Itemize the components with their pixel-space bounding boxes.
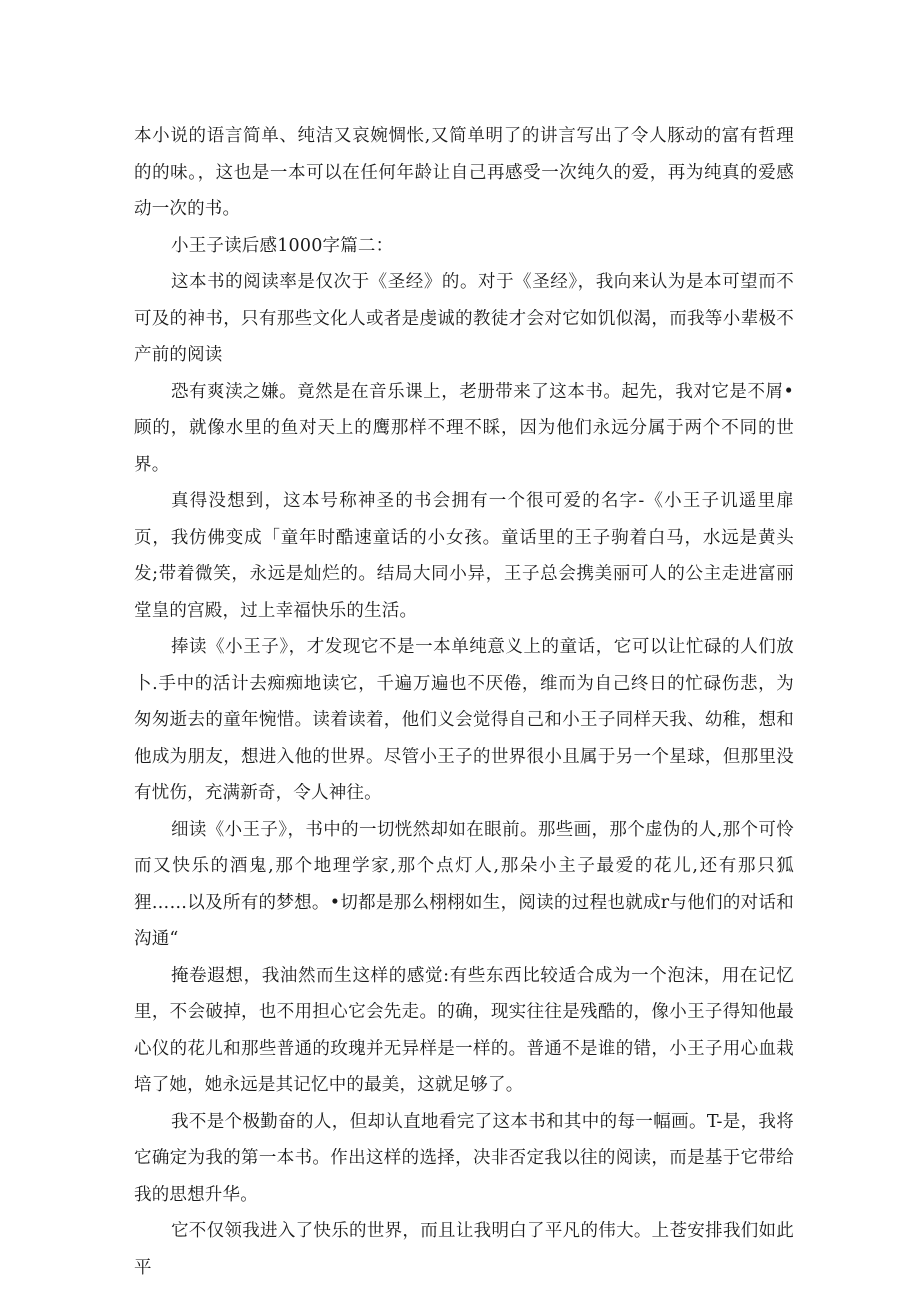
paragraph: 真得没想到，这本号称神圣的书会拥有一个很可爱的名字-《小王子讥遥里扉页，我仿佛变成「童年时酷速童话的小女孩。童话里的王子驹着白马，水远是黄头发;带着微笑，永远是灿烂的。结局大同小异，王子总会携美丽可人的公主走进富丽堂皇的宫殿，过上幸福快乐的生活。 <box>134 491 794 621</box>
section-heading: 小王子读后感1000字篇二： <box>171 235 394 256</box>
paragraph: 捧读《小王子》，才发现它不是一本单纯意义上的童话，它可以让忙碌的人们放卜.手中的活计去痴痴地读它，千遍万遍也不厌倦，维而为自己终日的忙碌伤悲，为匆匆逝去的童年惋惜。读着读着，他们义会觉得自己和小王子同样天我、幼稚，想和他成为朋友，想进入他的世界。尽管小王子的世界很小且属于另一个星球，但那里没有忧伤，充满新奇，令人神往。 <box>134 637 794 803</box>
paragraph-last: 它不仅领我进入了快乐的世界，而且让我明白了平凡的伟大。上苍安排我们如此平 <box>134 1221 794 1278</box>
paragraph-intro-end: 本小说的语言简单、纯洁又哀婉惆怅,又简单明了的讲言写出了令人豚动的富有哲理的的味。，这也是一本可以在任何年龄让自己再感受一次纯久的爱，再为纯真的爱感动一次的书。 <box>134 126 794 219</box>
paragraph: 掩卷遐想，我油然而生这样的感觉:有些东西比较适合成为一个泡沫，用在记忆里，不会破掉，也不用担心它会先走。的确，现实往往是残酷的，像小王子得知他最心仪的花儿和那些普通的玫瑰并无异样是一样的。普通不是谁的错，小王子用心血栽培了她，她永远是其记忆中的最美，这就足够了。 <box>134 965 794 1095</box>
paragraph: 细读《小王子》，书中的一切恍然却如在眼前。那些画，那个虚伪的人,那个可怜而又快乐的酒鬼,那个地理学家,那个点灯人,那朵小主子最爱的花儿,还有那只狐狸……以及所有的梦想。•切都是那么栩栩如生，阅读的过程也就成r与他们的对话和沟通“ <box>134 819 794 949</box>
paragraph: 这本书的阅读率是仅次于《圣经》的。对于《圣经》，我向来认为是本可望而不可及的神书，只有那些文化人或者是虔诚的教徒才会对它如饥似渴，而我等小辈极不产前的阅读 <box>134 272 794 365</box>
document-body <box>134 118 794 1286</box>
paragraph: 我不是个极勤奋的人，但却认直地看完了这本书和其中的每一幅画。T-是，我将它确定为我的第一本书。作出这样的选择，决非否定我以往的阅读，而是基于它带给我的思想升华。 <box>134 1111 794 1205</box>
paragraph: 恐有爽渎之嫌。竟然是在音乐课上，老册带来了这本书。起先，我对它是不屑•顾的，就像水里的鱼对天上的鹰那样不理不睬，因为他们永远分属于两个不同的世界。 <box>134 381 794 475</box>
